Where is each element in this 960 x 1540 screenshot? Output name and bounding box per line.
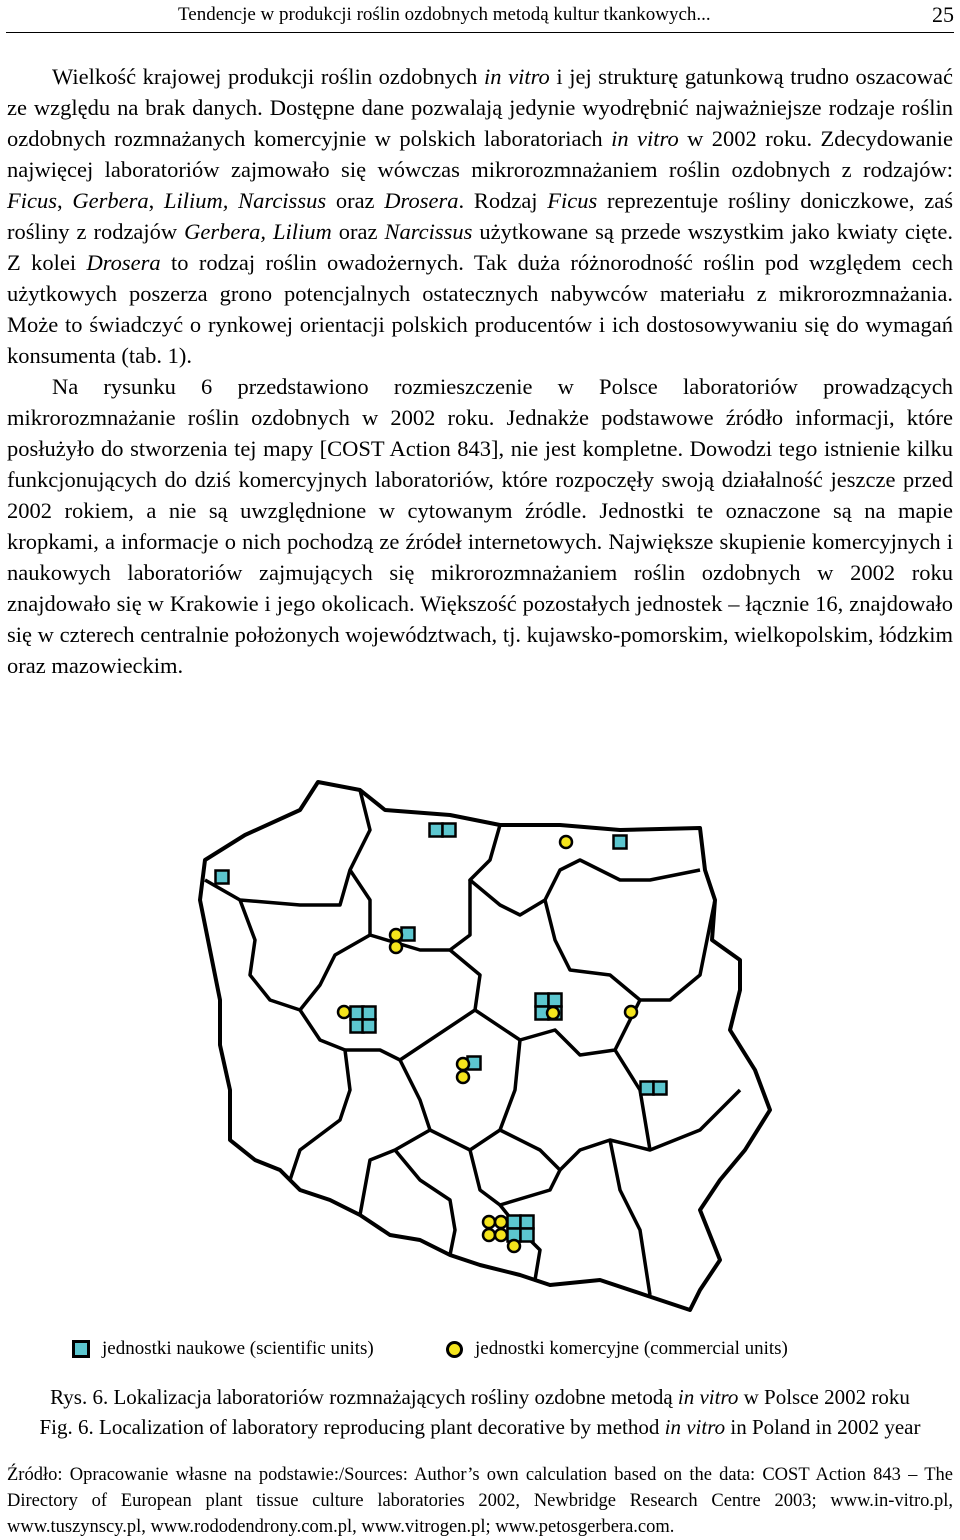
paragraph-1-run: Drosera	[384, 188, 459, 213]
source-note	[7, 1462, 953, 1540]
commercial-unit-marker	[625, 1006, 637, 1018]
figure-caption-en	[0, 1415, 960, 1440]
commercial-unit-marker	[495, 1229, 507, 1241]
province-borders	[205, 790, 740, 1295]
paragraph-1-run: Wielkość krajowej produkcji roślin ozdobnych	[52, 64, 484, 89]
caption-pl-run: w Polsce 2002 roku	[738, 1385, 910, 1409]
page-header	[0, 0, 960, 34]
page-number: 25	[932, 2, 954, 27]
scientific-unit-marker	[363, 1020, 376, 1033]
commercial-unit-marker	[495, 1216, 507, 1228]
paragraph-1-run: Drosera	[86, 250, 161, 275]
scientific-unit-marker	[508, 1216, 521, 1229]
scientific-unit-marker	[521, 1229, 534, 1242]
map-markers	[216, 824, 667, 1253]
paragraph-1-run: Gerbera	[72, 188, 149, 213]
source-text: : Opracowanie własne na podstawie:/Sources: Author’s own calculation based on the data: COST Action 843 – The Directory of European plant tissue culture laboratories 2002, Newbridge Research Centre 2003; www.in-vitro.pl, www.tuszynscy.pl, www.rododendrony.com.pl, www.vitrogen.pl; www.petosgerbera.com.	[7, 1465, 953, 1537]
legend-scientific-label: jednostki naukowe (scientific units)	[102, 1338, 374, 1359]
paragraph-1-run: Narcissus	[384, 219, 473, 244]
caption-en-run: Fig. 6. Localization of laboratory reproducing plant decorative by method	[39, 1415, 665, 1439]
commercial-unit-marker	[390, 941, 402, 953]
paragraph-1-run: oraz	[331, 219, 385, 244]
paragraph-1-run: użytkowane są przede wszystkim jako kwiaty cięte. Z kolei	[7, 219, 953, 275]
paragraph-1-run: Ficus	[7, 188, 57, 213]
paragraph-1-run: reprezentuje rośliny doniczkowe, zaś rośliny z rodzajów	[7, 188, 954, 244]
commercial-unit-marker	[560, 836, 572, 848]
paragraph-1-run: oraz	[326, 188, 385, 213]
paragraph-1-run: to rodzaj roślin owadożernych. Tak duża różnorodność roślin pod względem cech użytkowych poszerza grono potencjalnych ostatecznych nabywców materiału z mikrorozmnażania. Może to świadczyć o rynkowej orientacji polskich producentów i ich dostosowywaniu się do wymagań konsumenta (tab. 1).	[7, 250, 954, 368]
paragraph-1	[7, 61, 953, 371]
scientific-unit-marker	[443, 824, 456, 837]
legend-scientific	[72, 1338, 374, 1360]
commercial-unit-marker	[483, 1229, 495, 1241]
paragraph-1-run: in vitro	[484, 64, 550, 89]
caption-en-run: in Poland in 2002 year	[725, 1415, 921, 1439]
scientific-unit-marker	[536, 994, 549, 1007]
header-rule	[6, 32, 954, 33]
paragraph-1-run: Narcissus	[238, 188, 327, 213]
legend-commercial-label: jednostki komercyjne (commercial units)	[475, 1338, 788, 1359]
paragraph-2: Na rysunku 6 przedstawiono rozmieszczenie w Polsce laboratoriów prowadzących mikrorozmnażanie roślin ozdobnych w 2002 roku. Jednakże podstawowe źródło informacji, które posłużyło do stworzenia tej mapy [COST Action 843], nie jest kompletne. Dowodzi tego istnienie kilku funkcjonujących do dziś komercyjnych laboratoriów, które rozpoczęły swoją działalność jeszcze przed 2002 rokiem, a nie są uwzględnione w cytowanym źródle. Jednostki te oznaczone są na mapie kropkami, a informacje o nich pochodzą ze źródeł internetowych. Największe skupienie komercyjnych i naukowych laboratoriów zajmujących się mikrorozmnażaniem roślin ozdobnych w 2002 roku znajdowało się w Krakowie i jego okolicach. Większość pozostałych jednostek – łącznie 16, znajdowało się w czterech centralnie położonych województwach, tj. kujawsko-pomorskim, wielkopolskim, łódzkim oraz mazowieckim.	[7, 374, 953, 678]
paragraph-1-run: Gerbera, Lilium	[184, 219, 332, 244]
scientific-unit-marker	[363, 1007, 376, 1020]
caption-pl-run: in vitro	[677, 1385, 739, 1409]
paragraph-1-run: w 2002 roku. Zdecydowanie najwięcej laboratoriów zajmowało się wówczas mikrorozmnażaniem roślin ozdobnych z rodzajów:	[7, 126, 953, 182]
paragraph-1-run: ,	[148, 188, 164, 213]
commercial-unit-marker	[508, 1240, 520, 1252]
scientific-unit-marker	[654, 1082, 667, 1095]
commercial-unit-marker	[338, 1006, 350, 1018]
scientific-unit-square-icon	[72, 1340, 90, 1358]
paragraph-1-run: i jej strukturę gatunkową trudno oszacować ze względu na brak danych. Dostępne dane pozwalają jedynie wyodrębnić najważniejsze rodzaje roślin ozdobnych rozmnażanych komercyjnie w polskich laboratoriach	[7, 64, 953, 151]
scientific-unit-marker	[216, 871, 229, 884]
paragraph-1-run: Lilium,	[163, 188, 229, 213]
commercial-unit-marker	[457, 1071, 469, 1083]
commercial-unit-marker	[547, 1007, 559, 1019]
paragraph-1-run	[228, 188, 238, 213]
commercial-unit-marker	[457, 1058, 469, 1070]
legend-commercial	[446, 1338, 788, 1360]
paragraph-1-run: in vitro	[611, 126, 679, 151]
commercial-unit-marker	[390, 929, 402, 941]
commercial-unit-marker	[483, 1216, 495, 1228]
body-text	[7, 61, 953, 681]
map-legend	[0, 1334, 960, 1368]
caption-en-run: in vitro	[664, 1415, 726, 1439]
scientific-unit-marker	[641, 1082, 654, 1095]
poland-map	[0, 760, 960, 1320]
paragraph-1-run: Ficus	[547, 188, 598, 213]
figure-caption-pl	[0, 1385, 960, 1410]
scientific-unit-marker	[430, 824, 443, 837]
caption-pl-run: Rys. 6. Lokalizacja laboratoriów rozmnażających rośliny ozdobne metodą	[50, 1385, 678, 1409]
scientific-unit-marker	[614, 836, 627, 849]
commercial-unit-dot-icon	[446, 1341, 463, 1358]
running-title: Tendencje w produkcji roślin ozdobnych metodą kultur tkankowych...	[178, 4, 711, 25]
scientific-unit-marker	[402, 928, 415, 941]
paragraph-1-run: ,	[57, 188, 73, 213]
paragraph-1-run: . Rodzaj	[458, 188, 548, 213]
source-label: Źródło	[7, 1465, 58, 1485]
scientific-unit-marker	[549, 994, 562, 1007]
scientific-unit-marker	[521, 1216, 534, 1229]
